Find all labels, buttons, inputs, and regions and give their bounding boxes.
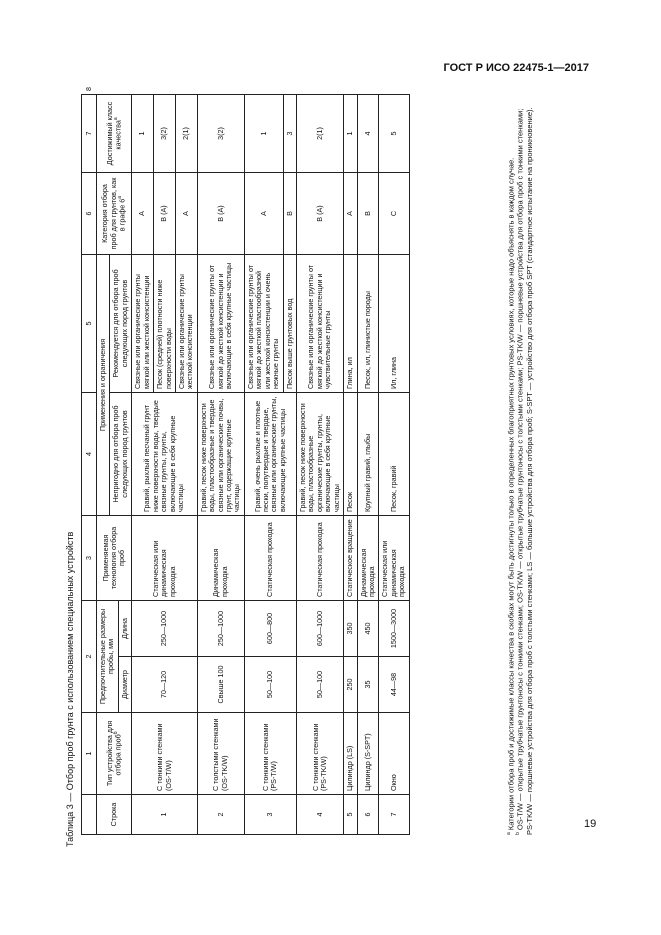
table-row (357, 95, 379, 835)
row-number: 4 (297, 795, 344, 835)
sampling-category: B (A) (154, 173, 176, 255)
col-number: 3 (82, 516, 97, 601)
header-length: Длина (118, 601, 131, 657)
table-row (244, 95, 283, 835)
row-number: 5 (344, 795, 357, 835)
header-device (97, 713, 132, 795)
table-body (82, 87, 410, 835)
recommended-soils: Связные или органические грунты от мягкой до жесткой консистенции и чувствительные грунты (297, 255, 344, 393)
sampling-category: B (283, 173, 296, 255)
footnote-b (516, 95, 534, 835)
technology: Статическая или динамическая проходка (132, 516, 198, 601)
recommended-soils: Песок выше грунтовых вод (283, 255, 296, 393)
header-category-text: Категория отбора проб для грунтов, как в графе 6 (100, 177, 127, 250)
table-caption: Таблица 3 — Отбор проб грунта с использованием специальных устройств (65, 531, 75, 847)
footnote-mark: a (506, 832, 512, 835)
header-row-number: Строка (97, 795, 132, 835)
header-row (97, 95, 110, 835)
sampling-category: B (A) (297, 173, 344, 255)
page-number: 19 (584, 818, 597, 830)
device-type: С толстыми стенками (OS-TK/W) (197, 713, 244, 795)
unsuitable-soils: Гравий, песок ниже поверхности воды, пластообразные и твердые связные или органические почвы, грунт, содержащие крупные частицы (197, 393, 244, 516)
device-type: С тонкими стенками (PS-T/W) (244, 713, 296, 795)
unsuitable-soils: Гравий, очень рыхлые и плотные пески, полутвердые и твердые, связные или органические грунты, включающие крупные частицы (244, 393, 296, 516)
table-row (297, 95, 344, 835)
row-number: 6 (357, 795, 379, 835)
sampling-category: A (175, 173, 197, 255)
technology: Динамическая проходка (357, 516, 379, 601)
technology: Статическая проходка (297, 516, 344, 601)
rotated-table-page (63, 87, 599, 857)
header-application: Применения и ограничения (97, 255, 110, 516)
diameter: Свыше 100 (197, 657, 244, 713)
length: 600—1000 (297, 601, 344, 657)
quality-class: 1 (132, 95, 154, 173)
row-number: 7 (379, 795, 409, 835)
diameter: 50—100 (244, 657, 296, 713)
technology: Статическая проходка (244, 516, 296, 601)
header-unsuitable: Непригодно для отбора проб следующих пород грунтов (110, 393, 132, 516)
recommended-soils: Связные или органические грунты от мягкой до жесткой пластообразной или жесткой консистенции и очень нежные грунты (244, 255, 283, 393)
quality-class: 2(1) (297, 95, 344, 173)
header-technology: Применяемая технология отбора проб (97, 516, 132, 601)
header-device-text: Тип устройства для отбора проб (104, 720, 123, 787)
footnote-mark: b (515, 832, 522, 835)
device-type: С тонкими стенками (OS-T/W) (132, 713, 198, 795)
sampling-table (81, 87, 410, 835)
table-row (197, 95, 244, 835)
recommended-soils: Глина, ил (344, 255, 357, 393)
footnotes (507, 95, 535, 835)
unsuitable-soils: Песок (344, 393, 357, 516)
length: 250—1000 (197, 601, 244, 657)
col-number: 2 (82, 601, 97, 713)
length: 250—1000 (132, 601, 198, 657)
footnote-mark: a (112, 117, 119, 121)
col-number: 4 (82, 393, 97, 516)
sampling-category: C (379, 173, 409, 255)
sampling-category: A (132, 173, 154, 255)
sampling-category: B (A) (197, 173, 244, 255)
col-number: 1 (82, 713, 97, 795)
device-type: Окно (379, 713, 409, 795)
unsuitable-soils: Гравий, песок ниже поверхности воды, пластообразные органические грунты, грунты, включающие в себя крупные частицы (297, 393, 344, 516)
col-number (82, 795, 97, 835)
header-quality (97, 95, 132, 173)
row-number: 1 (132, 795, 198, 835)
diameter: 250 (344, 657, 357, 713)
col-number: 5 (82, 255, 97, 393)
header-sizes: Предпочтительные размеры пробы, мм (97, 601, 119, 713)
table-row (379, 95, 409, 835)
table-row (132, 95, 154, 835)
device-type: Цилиндр (S-SPT) (357, 713, 379, 795)
header-recommended: Рекомендуется для отбора проб следующих пород грунтов (110, 255, 132, 393)
column-number-row: 1 2 3 4 5 6 7 8 (82, 95, 97, 835)
technology: Статическое вращение (344, 516, 357, 601)
recommended-soils: Ил, глина (379, 255, 409, 393)
device-type: Цилиндр (LS) (344, 713, 357, 795)
document-header: ГОСТ Р ИСО 22475-1—2017 (443, 62, 589, 74)
col-number: 6 (82, 173, 97, 255)
quality-class: 3(2) (154, 95, 176, 173)
recommended-soils: Песок, ил, глинистые породы (357, 255, 379, 393)
quality-class: 5 (379, 95, 409, 173)
length: 350 (344, 601, 357, 657)
col-number: 7 (82, 95, 97, 173)
diameter: 70—120 (132, 657, 198, 713)
diameter: 35 (357, 657, 379, 713)
quality-class: 2(1) (175, 95, 197, 173)
quality-class: 3(2) (197, 95, 244, 173)
quality-class: 1 (244, 95, 283, 173)
device-type: С тонкими стенками (PS-TK/W) (297, 713, 344, 795)
length: 600—800 (244, 601, 296, 657)
recommended-soils: Связные или органические грунты мягкой или жесткой консистенции (132, 255, 154, 393)
technology: Динамическая проходка (197, 516, 244, 601)
quality-class: 3 (283, 95, 296, 173)
length: 450 (357, 601, 379, 657)
quality-class: 1 (344, 95, 357, 173)
diameter: 44—98 (379, 657, 409, 713)
table-row (344, 95, 357, 835)
footnote-text: Категории отбора проб и достижимые классы качества в скобках могут быть достигнуты только в определенных благоприятных грунтовых условиях, которые надо объяснять в каждом случае. (506, 157, 516, 831)
length: 1500—3000 (379, 601, 409, 657)
footnote-mark: b (112, 731, 119, 735)
recommended-soils: Песок (средней) плотности ниже поверхности воды (154, 255, 176, 393)
recommended-soils: Связные или органические грунты жесткой консистенции (175, 255, 197, 393)
unsuitable-soils: Гравий, рыхлый песчаный грунт ниже поверхности воды, твердые связные грунты, грунты, включающие в себя крупные частицы (132, 393, 198, 516)
diameter: 50—100 (297, 657, 344, 713)
unsuitable-soils: Песок, гравий (379, 393, 409, 516)
quality-class: 4 (357, 95, 379, 173)
sampling-category: A (244, 173, 283, 255)
unsuitable-soils: Крупный гравий, глыбы (357, 393, 379, 516)
recommended-soils: Связные или органические грунты от мягкой до жесткой консистенции и включающие в себя крупные частицы (197, 255, 244, 393)
header-category (97, 173, 132, 255)
row-number: 3 (244, 795, 296, 835)
row-number: 2 (197, 795, 244, 835)
technology: Статическая или динамическая проходка (379, 516, 409, 601)
footnote-text: OS-T/W — открытые трубчатые грунтоносы с тонкими стенками; OS-TK/W — открытые трубчатые грунтоносы с толстыми стенками; PS-TK/W — поршневые устройства для отбора проб с тонкими стенками; PS-TK/W — поршневые устройства для отбора проб с толстыми стенками; LS — большие устройства для отбора проб; S-SPT — устройство для отбора проб SPT (стандартное испытание на проникновение). (515, 107, 534, 835)
footnote-mark: a (117, 195, 124, 199)
sampling-category: A (344, 173, 357, 255)
header-quality-text: Достижимый класс качества (104, 101, 123, 166)
sampling-category: B (357, 173, 379, 255)
header-diameter: Диаметр (118, 657, 131, 713)
